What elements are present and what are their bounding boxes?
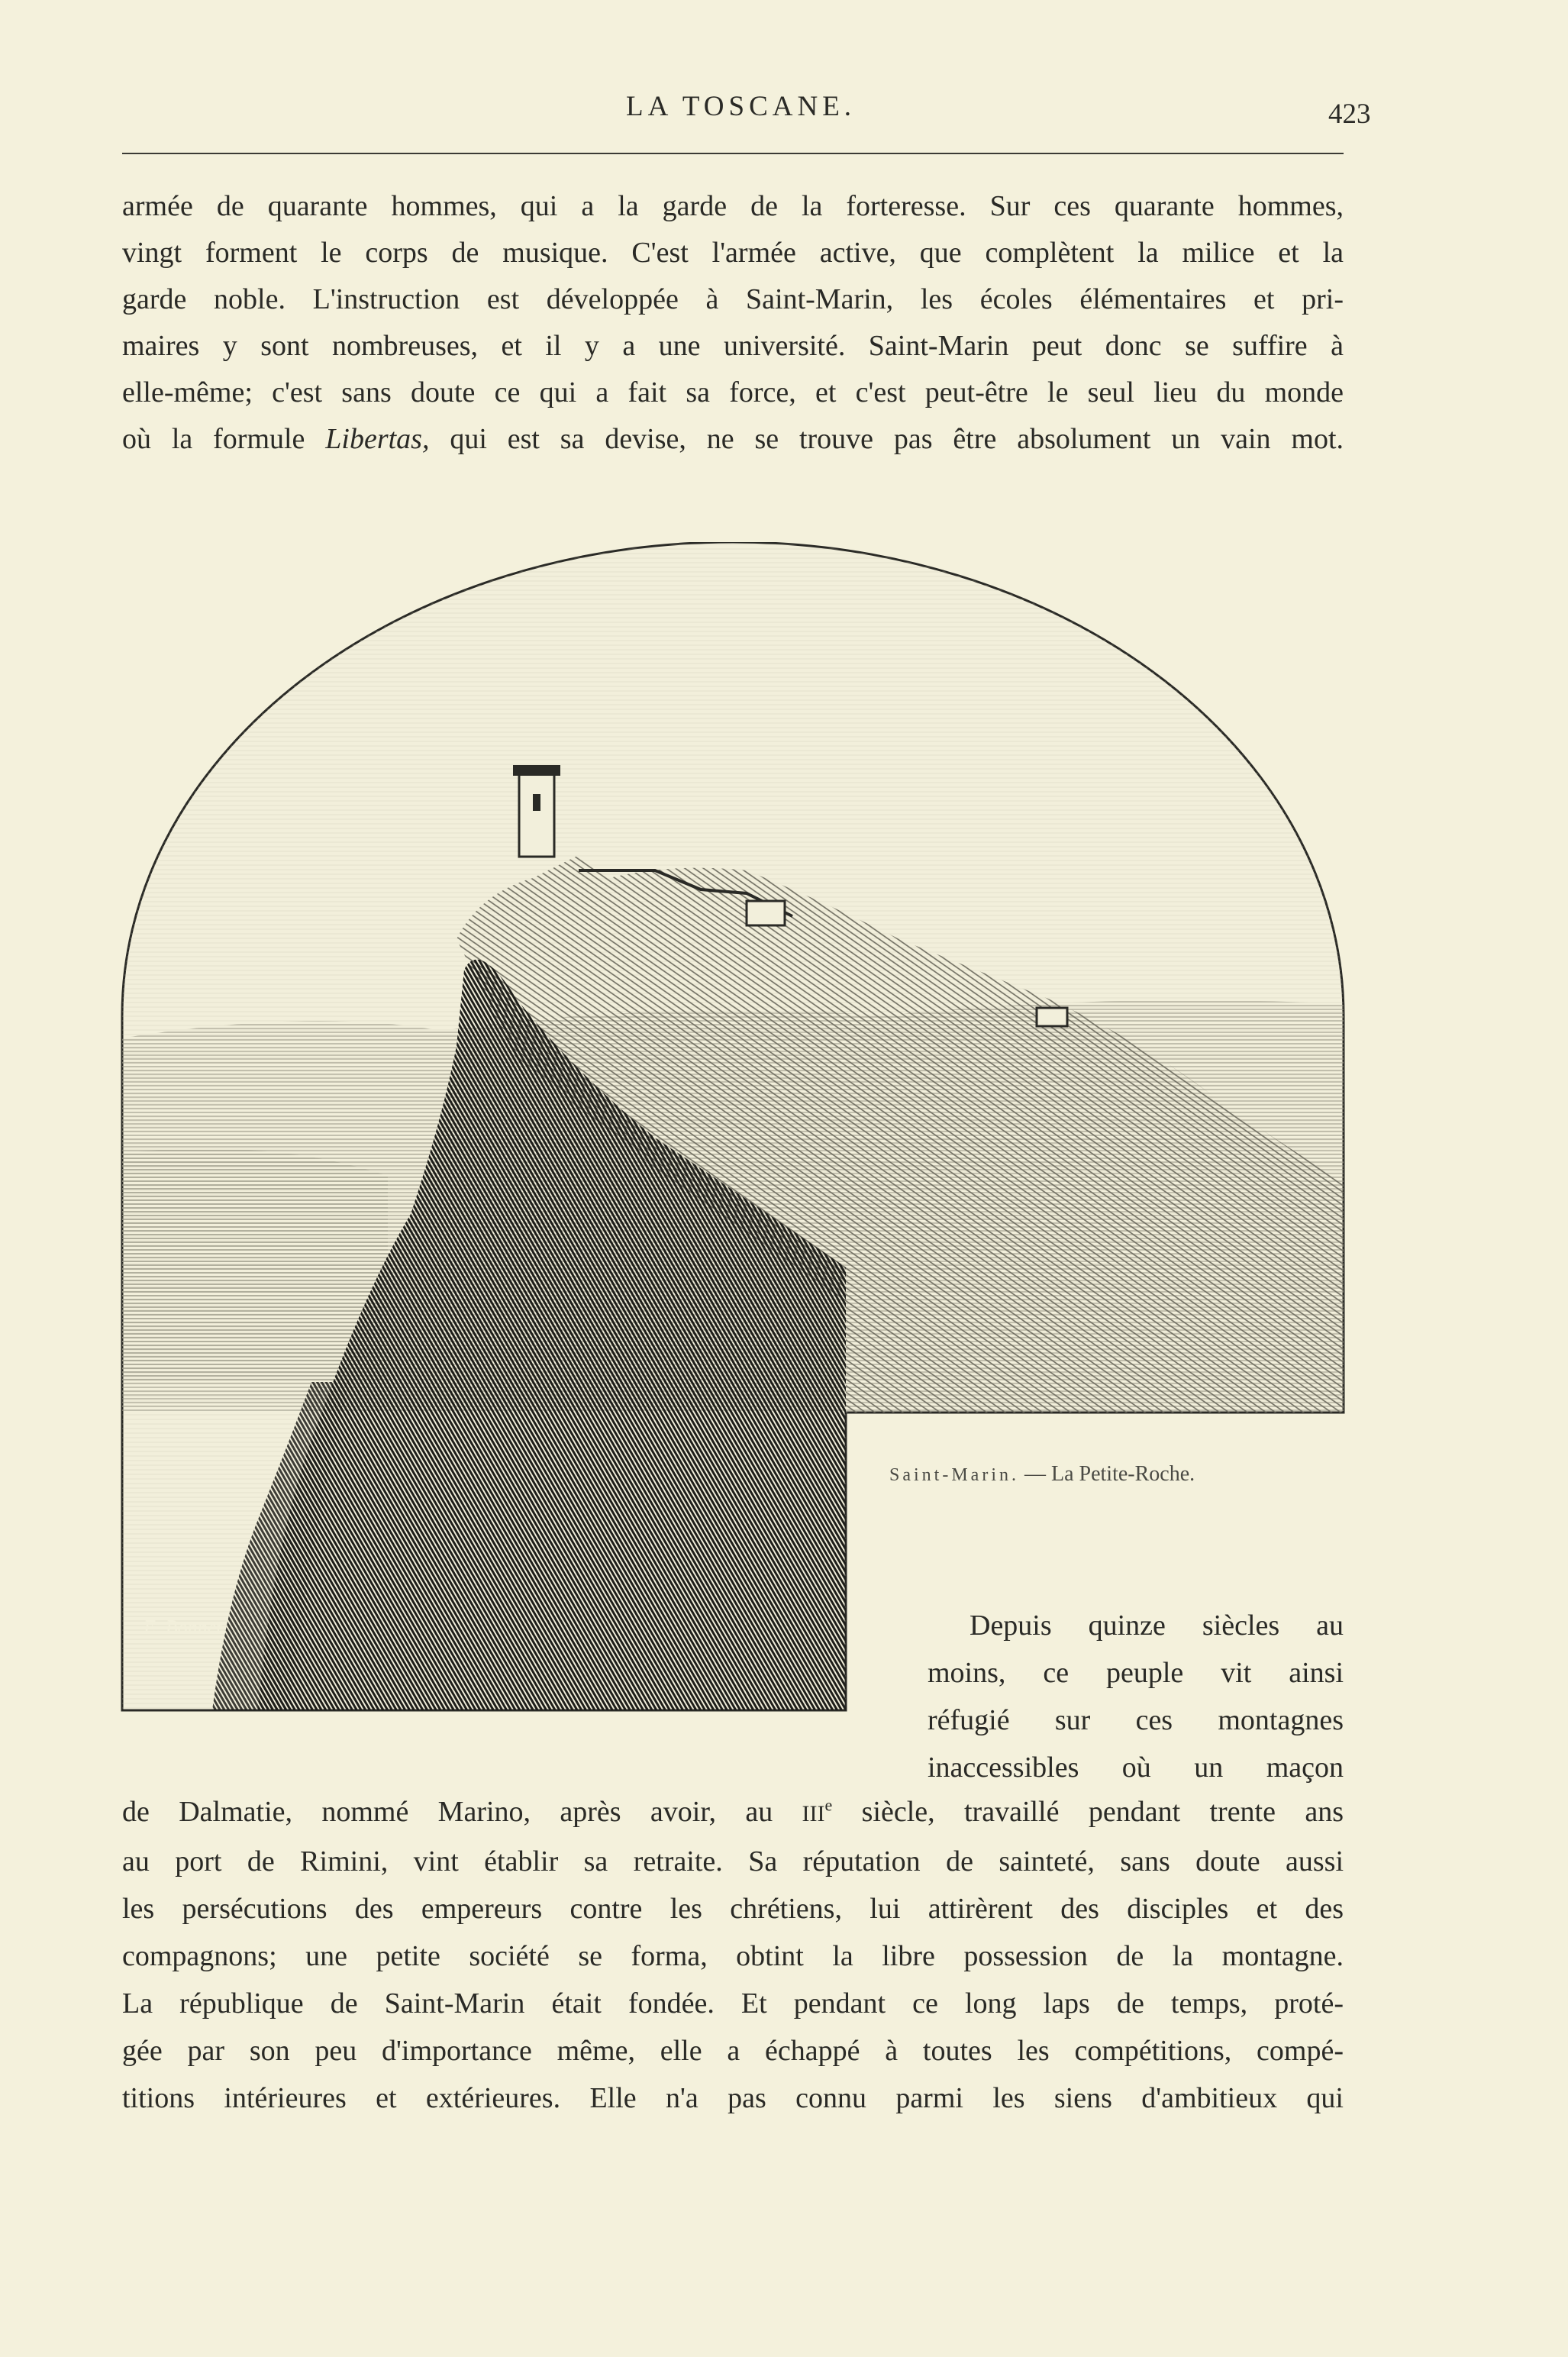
text-line: elle-même; c'est sans doute ce qui a fait sa force, et c'est peut-être le seul lieu du monde — [122, 376, 1344, 408]
running-title: LA TOSCANE. — [626, 91, 857, 122]
bottom-paragraph — [122, 1788, 1344, 2122]
text-span: où la formule — [122, 423, 326, 455]
engraving-figure — [121, 542, 1345, 1727]
motto-italic: Libertas, — [325, 423, 430, 455]
right-column-paragraph — [928, 1602, 1344, 1791]
text-line: inaccessibles où un maçon — [928, 1752, 1344, 1784]
text-line — [122, 416, 1344, 463]
text-line: les persécutions des empereurs contre les chrétiens, lui attirèrent des disciples et des — [122, 1893, 1344, 1925]
text-line: moins, ce peuple vit ainsi — [928, 1657, 1344, 1689]
engraving-illustration — [121, 542, 1345, 1727]
text-line: Depuis quinze siècles au — [970, 1610, 1344, 1642]
caption-place: Saint-Marin. — [889, 1465, 1019, 1485]
superscript: e — [824, 1795, 833, 1815]
text-line: compagnons; une petite société se forma, obtint la libre possession de la montagne. — [122, 1940, 1344, 1972]
text-line: maires y sont nombreuses, et il y a une université. Saint-Marin peut donc se suffire à — [122, 330, 1344, 362]
page-number: 423 — [1328, 98, 1371, 130]
text-span: de Dalmatie, nommé Marino, après avoir, au — [122, 1796, 802, 1828]
text-line: garde noble. L'instruction est développée à Saint-Marin, les écoles élémentaires et pri- — [122, 283, 1344, 315]
artist-signature — [143, 1616, 222, 1639]
text-line: réfugié sur ces montagnes — [928, 1704, 1344, 1736]
text-line: gée par son peu d'importance même, elle a échappé à toutes les compétitions, compé- — [122, 2035, 1344, 2067]
text-span: qui est sa devise, ne se trouve pas être absolument un vain mot. — [429, 423, 1344, 455]
caption-subject: — La Petite-Roche. — [1018, 1462, 1195, 1486]
text-span: siècle, travaillé pendant trente ans — [832, 1796, 1344, 1828]
century-numeral: III — [802, 1801, 825, 1826]
text-line: vingt forment le corps de musique. C'est l'armée active, que complètent la milice et la — [122, 237, 1344, 269]
text-line: au port de Rimini, vint établir sa retraite. Sa réputation de sainteté, sans doute aussi — [122, 1845, 1344, 1878]
signature-text: E. Bonnet — [144, 1616, 222, 1639]
text-line: armée de quarante hommes, qui a la garde de la forteresse. Sur ces quarante hommes, — [122, 190, 1344, 222]
text-line: La république de Saint-Marin était fondée. Et pendant ce long laps de temps, proté- — [122, 1987, 1344, 2020]
top-paragraph — [122, 183, 1344, 463]
figure-caption — [889, 1462, 1317, 1487]
header-rule — [122, 153, 1344, 154]
running-head — [122, 90, 1371, 136]
text-line: titions intérieures et extérieures. Elle n'a pas connu parmi les siens d'ambitieux qui — [122, 2082, 1344, 2114]
text-line — [122, 1788, 1344, 1838]
